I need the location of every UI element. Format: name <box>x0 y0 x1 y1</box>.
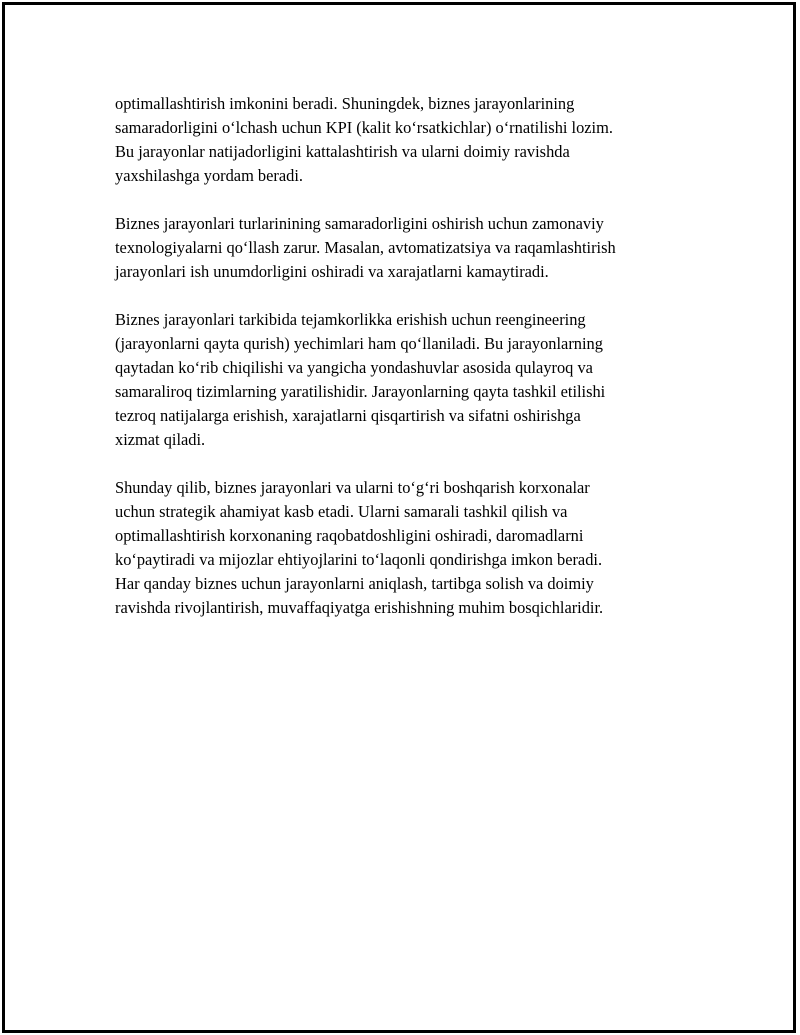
text-line: Shunday qilib, biznes jarayonlari va ularni to‘g‘ri boshqarish korxonalar <box>115 478 590 497</box>
paragraph-3 <box>115 308 690 452</box>
text-line: optimallashtirish korxonaning raqobatdoshligini oshiradi, daromadlarni <box>115 526 584 545</box>
text-line: Biznes jarayonlari turlarinining samaradorligini oshirish uchun zamonaviy <box>115 214 604 233</box>
text-line: ko‘paytiradi va mijozlar ehtiyojlarini to‘laqonli qondirishga imkon beradi. <box>115 550 603 569</box>
text-line: (jarayonlarni qayta qurish) yechimlari ham qo‘llaniladi. Bu jarayonlarning <box>115 334 603 353</box>
text-line: qaytadan ko‘rib chiqilishi va yangicha yondashuvlar asosida qulayroq va <box>115 358 593 377</box>
text-line: tezroq natijalarga erishish, xarajatlarni qisqartirish va sifatni oshirishga <box>115 406 581 425</box>
text-line: optimallashtirish imkonini beradi. Shuningdek, biznes jarayonlarining <box>115 94 575 113</box>
text-line: samaradorligini o‘lchash uchun KPI (kalit ko‘rsatkichlar) o‘rnatilishi lozim. <box>115 118 613 137</box>
paragraph-4 <box>115 476 690 620</box>
text-line: jarayonlari ish unumdorligini oshiradi va xarajatlarni kamaytiradi. <box>115 262 549 281</box>
text-line: Bu jarayonlar natijadorligini kattalashtirish va ularni doimiy ravishda <box>115 142 570 161</box>
paragraph-1 <box>115 92 690 188</box>
text-line: yaxshilashga yordam beradi. <box>115 166 303 185</box>
text-line: Har qanday biznes uchun jarayonlarni aniqlash, tartibga solish va doimiy <box>115 574 594 593</box>
text-line: uchun strategik ahamiyat kasb etadi. Ularni samarali tashkil qilish va <box>115 502 568 521</box>
text-line: samaraliroq tizimlarning yaratilishidir. Jarayonlarning qayta tashkil etilishi <box>115 382 606 401</box>
text-line: Biznes jarayonlari tarkibida tejamkorlikka erishish uchun reengineering <box>115 310 586 329</box>
document-body <box>115 92 690 644</box>
text-line: xizmat qiladi. <box>115 430 206 449</box>
text-line: texnologiyalarni qo‘llash zarur. Masalan, avtomatizatsiya va raqamlashtirish <box>115 238 616 257</box>
paragraph-2 <box>115 212 690 284</box>
text-line: ravishda rivojlantirish, muvaffaqiyatga erishishning muhim bosqichlaridir. <box>115 598 604 617</box>
